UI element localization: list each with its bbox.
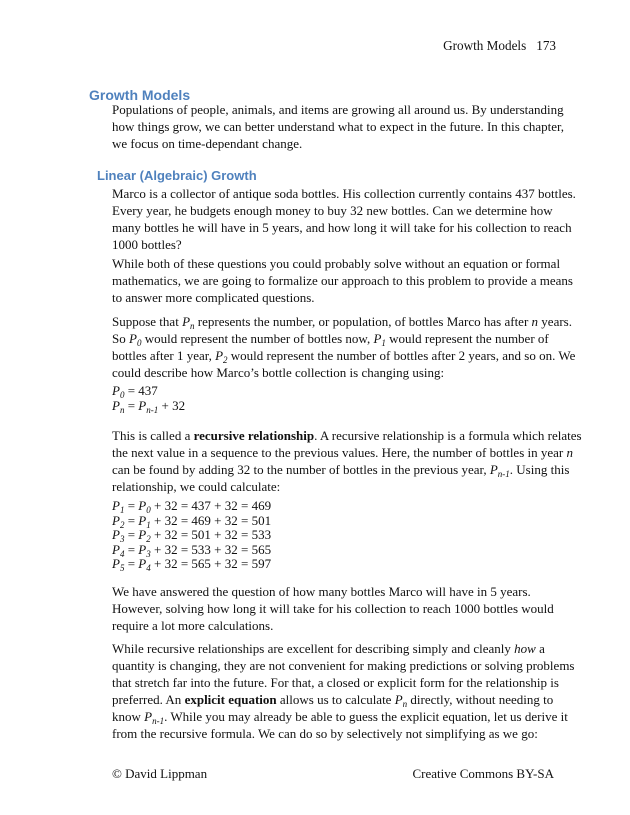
term-recursive-relationship: recursive relationship [193, 428, 315, 443]
equals-sign: = [124, 512, 139, 528]
text-run: would represent the number of bottles after 1 year, [112, 331, 549, 363]
running-header [443, 38, 556, 54]
math-sub: n-1 [152, 716, 165, 726]
paragraph-marco-text: Marco is a collector of antique soda bottles. His collection currently contains 437 bottles. Every year, he budgets enough money to buy 32 new bottles. Can we determine how many bottles he will have in 5 years, and how long it will take for his collection to reach 1000 bottles? [112, 186, 576, 252]
text-run: represents the number, or population, of bottles Marco has after [194, 314, 532, 329]
paragraph-suppose-text [112, 313, 582, 381]
math-sub: n [190, 321, 195, 331]
paragraph-explicit [112, 640, 582, 742]
paragraph-marco [112, 185, 582, 253]
math-var: P [138, 397, 147, 413]
math-var: P [489, 462, 498, 477]
paragraph-recursive [112, 427, 582, 495]
math-sub: n-1 [146, 404, 159, 415]
intro-text: Populations of people, animals, and items are growing all around us. By understanding how things grow, we can better understand what to expect in the future. In this chapter, we focus on time-dependant change. [112, 102, 565, 151]
math-Pn [395, 692, 407, 707]
emphasis-how: how [514, 641, 536, 656]
math-var: P [215, 348, 224, 363]
math-sub: n-1 [497, 469, 510, 479]
equation-initial [112, 384, 185, 399]
text-run: allows us to calculate [276, 692, 395, 707]
math-var: P [394, 692, 403, 707]
calc-rest: + 32 = 501 + 32 = 533 [150, 527, 272, 543]
math-var: P [112, 541, 120, 557]
equation-rhs: + 32 [158, 397, 186, 413]
text-run: This is called a [112, 428, 194, 443]
math-var: P [112, 512, 120, 528]
math-var: P [138, 556, 147, 572]
math-sub: 1 [119, 505, 125, 515]
math-Pn-1 [144, 709, 164, 724]
footer-author: © David Lippman [112, 766, 208, 781]
math-sub: 0 [146, 505, 151, 515]
paragraph-answered-text: We have answered the question of how many bottles Marco will have in 5 years. However, solving how long it will take for his collection to reach 1000 bottles would require a lot more calculations. [112, 584, 554, 633]
math-var: P [112, 383, 120, 398]
math-var: P [138, 527, 147, 543]
text-run: . Using this relationship, we could calculate: [112, 462, 570, 494]
footer-license: Creative Commons BY-SA [412, 766, 554, 781]
math-sub: 0 [136, 338, 142, 348]
text-run: While recursive relationships are excellent for describing simply and cleanly [112, 641, 515, 656]
math-var: P [128, 331, 137, 346]
math-n: n [531, 314, 539, 329]
text-run: years. So [112, 314, 572, 346]
math-P2 [215, 348, 227, 363]
math-var: P [112, 527, 120, 543]
math-var: P [144, 709, 153, 724]
equals-sign: = [124, 527, 139, 543]
text-run: would represent the number of bottles after 2 years, and so on. We could describe how Marco’s bottle collection is changing using: [112, 348, 576, 380]
math-Pn [182, 314, 194, 329]
equals-sign: = [124, 397, 139, 413]
term-explicit-equation: explicit equation [184, 692, 277, 707]
calc-rest: + 32 = 533 + 32 = 565 [150, 541, 272, 557]
text-run: directly, without needing to know [112, 692, 554, 724]
math-sub: 1 [146, 519, 151, 530]
math-var: P [138, 512, 147, 528]
equation-recursive [112, 399, 185, 414]
text-run: Suppose that [112, 314, 183, 329]
text-run: can be found by adding 32 to the number of bottles in the previous year, [112, 462, 490, 477]
paragraph-suppose [112, 313, 582, 381]
math-sub: 3 [146, 548, 151, 559]
math-sub: 5 [119, 563, 125, 574]
text-run: . A recursive relationship is a formula which relates the next value in a sequence to the previous values. Here, the number of bottles in year [112, 428, 582, 460]
math-sub: 4 [119, 548, 125, 559]
section-heading-linear-growth: Linear (Algebraic) Growth [97, 168, 257, 183]
calc-rest: + 32 = 469 + 32 = 501 [150, 512, 272, 528]
equals-sign: = [124, 556, 139, 572]
math-sub: 2 [119, 519, 125, 530]
calculation-list [112, 499, 271, 572]
math-var: P [373, 331, 382, 346]
paragraph-formalize-text: While both of these questions you could probably solve without an equation or formal mathematics, we are going to formalize our approach to this problem to provide a means to answer more complicated questions. [112, 256, 573, 305]
math-Pn-1 [490, 462, 510, 477]
math-var: P [138, 541, 147, 557]
running-title: Growth Models [443, 38, 527, 53]
paragraph-explicit-text [112, 640, 582, 742]
calc-rest: + 32 = 565 + 32 = 597 [150, 556, 272, 572]
calculation-line [112, 528, 271, 543]
math-sub: 0 [119, 390, 125, 400]
paragraph-answered [112, 583, 582, 634]
section-heading-growth-models: Growth Models [89, 87, 191, 103]
math-sub: n [402, 699, 408, 709]
recursive-definition [112, 384, 185, 413]
text-run: . While you may already be able to guess the explicit equation, let us derive it from the recursive formula. We can do so by selectively not simplifying as we go: [112, 709, 568, 741]
math-sub: 2 [223, 355, 228, 365]
paragraph-recursive-text [112, 427, 582, 495]
math-n: n [566, 445, 573, 460]
math-sub: 2 [146, 534, 151, 545]
math-sub: 4 [146, 563, 151, 574]
math-sub: 3 [119, 534, 125, 545]
math-P1 [373, 331, 385, 346]
math-var: P [182, 314, 191, 329]
math-sub: 1 [381, 338, 386, 348]
math-var: P [138, 498, 147, 513]
math-var: P [112, 397, 120, 413]
equals-sign: = [124, 498, 139, 513]
calc-rest: + 32 = 437 + 32 = 469 [150, 498, 272, 513]
calculation-line [112, 499, 271, 514]
page-number: 173 [536, 38, 556, 53]
equals-sign: = [124, 541, 139, 557]
text-run: would represent the number of bottles now, [141, 331, 374, 346]
math-var: P [112, 498, 120, 513]
math-var: P [112, 556, 120, 572]
calculation-line [112, 557, 271, 572]
text-run: a quantity is changing, they are not convenient for making predictions or solving problems that stretch far into the future. For that, a closed or explicit form for the relationship is preferred. An [112, 641, 575, 707]
math-P0 [129, 331, 141, 346]
math-sub: n [119, 404, 125, 415]
calculation-line [112, 514, 271, 529]
equation-rhs: = 437 [124, 383, 158, 398]
paragraph-formalize [112, 255, 582, 306]
intro-paragraph [112, 101, 582, 152]
calculation-line [112, 543, 271, 558]
